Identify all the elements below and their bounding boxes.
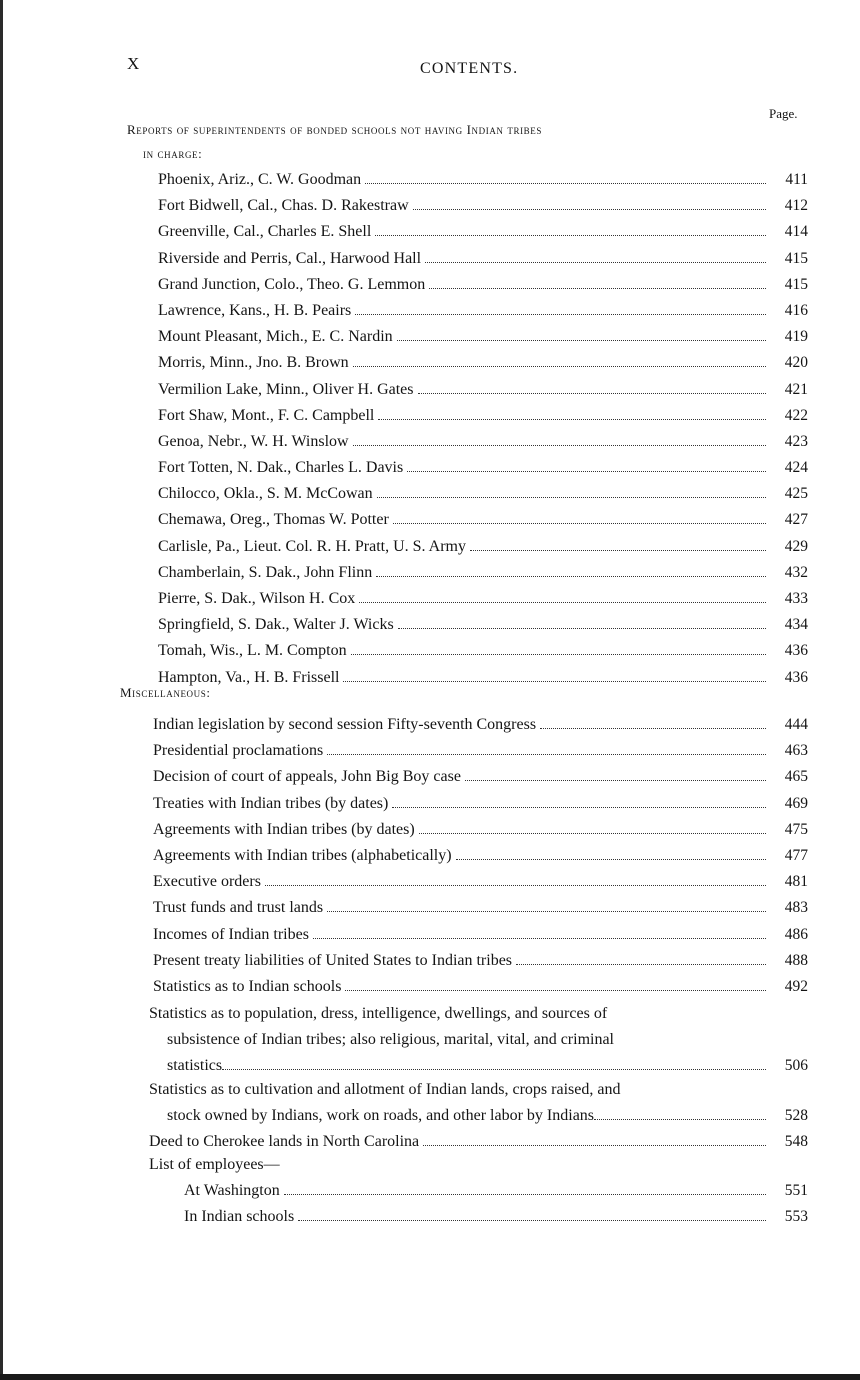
miscellaneous-list <box>153 712 808 1000</box>
page-number: 483 <box>784 899 808 917</box>
entry-title: Phoenix, Ariz., C. W. Goodman <box>158 171 362 188</box>
toc-entry <box>158 665 808 691</box>
toc-entry <box>158 429 808 455</box>
page-number: 548 <box>784 1133 808 1150</box>
page-number: 469 <box>784 794 808 812</box>
dot-leader <box>377 497 766 498</box>
entry-title: statistics <box>167 1057 223 1074</box>
entry-title: Chilocco, Okla., S. M. McCowan <box>158 485 373 503</box>
scan-bottom-edge <box>0 1374 860 1380</box>
entry-title: Tomah, Wis., L. M. Compton <box>158 642 347 660</box>
dot-leader <box>355 314 766 315</box>
entry-title: Springfield, S. Dak., Walter J. Wicks <box>158 616 394 634</box>
page-number: 414 <box>784 223 808 241</box>
page-number: 434 <box>784 616 808 634</box>
entry-title: Fort Shaw, Mont., F. C. Campbell <box>158 406 375 424</box>
dot-leader <box>376 576 766 577</box>
toc-entry <box>158 324 808 350</box>
dot-leader <box>353 366 766 367</box>
dot-leader <box>222 1069 766 1070</box>
scan-left-edge <box>0 0 3 1380</box>
toc-entry <box>153 764 808 790</box>
dot-leader <box>407 471 766 472</box>
toc-entry <box>153 843 808 869</box>
toc-entry <box>158 377 808 403</box>
toc-entry <box>158 455 808 481</box>
page-number: 420 <box>784 354 808 372</box>
entry-title: Presidential proclamations <box>153 742 324 760</box>
page-folio: X <box>127 54 141 73</box>
dot-leader <box>594 1119 766 1120</box>
toc-entry <box>158 272 808 298</box>
entry-last-line <box>149 1053 808 1079</box>
toc-entry <box>153 738 808 764</box>
entry-title: Chamberlain, S. Dak., John Flinn <box>158 563 373 581</box>
entry-title: Executive orders <box>153 873 261 891</box>
dot-leader <box>359 602 766 603</box>
toc-entry <box>158 298 808 324</box>
entry-title: Lawrence, Kans., H. B. Peairs <box>158 301 352 319</box>
toc-entry <box>153 712 808 738</box>
employees-list <box>184 1178 808 1230</box>
dot-leader <box>425 262 766 263</box>
entry-title: Hampton, Va., H. B. Frissell <box>158 668 340 686</box>
toc-entry <box>153 869 808 895</box>
entry-line: List of employees— <box>149 1156 280 1173</box>
page-number: 415 <box>784 249 808 267</box>
dot-leader <box>298 1220 766 1221</box>
dot-leader <box>343 681 766 682</box>
dot-leader <box>423 1145 766 1146</box>
dot-leader <box>398 628 766 629</box>
dot-leader <box>413 209 766 210</box>
dot-leader <box>393 523 766 524</box>
page-number: 432 <box>784 563 808 581</box>
page-number: 436 <box>784 668 808 686</box>
toc-entry <box>153 791 808 817</box>
dot-leader <box>365 183 766 184</box>
dot-leader <box>351 654 766 655</box>
entry-title: Morris, Minn., Jno. B. Brown <box>158 354 349 372</box>
dot-leader <box>327 754 766 755</box>
dot-leader <box>392 807 766 808</box>
dot-leader <box>313 938 766 939</box>
entry-title: At Washington <box>184 1182 280 1199</box>
toc-entry <box>158 481 808 507</box>
dot-leader <box>265 885 766 886</box>
page-number: 488 <box>784 951 808 969</box>
page-number: 415 <box>784 275 808 293</box>
page-number: 422 <box>784 406 808 424</box>
entry-line: subsistence of Indian tribes; also religious, marital, vital, and criminal <box>167 1031 614 1048</box>
entry-title: Chemawa, Oreg., Thomas W. Potter <box>158 511 389 529</box>
page-number: 506 <box>784 1057 808 1074</box>
toc-entry <box>184 1178 808 1204</box>
dot-leader <box>327 911 766 912</box>
toc-entry-population-statistics <box>149 1001 808 1079</box>
toc-entry <box>158 403 808 429</box>
entry-title: Greenville, Cal., Charles E. Shell <box>158 223 372 241</box>
toc-entry <box>153 948 808 974</box>
entry-title: Carlisle, Pa., Lieut. Col. R. H. Pratt, U. S. Army <box>158 537 466 555</box>
dot-leader <box>516 964 766 965</box>
toc-entry <box>184 1204 808 1230</box>
dot-leader <box>456 859 766 860</box>
dot-leader <box>540 728 766 729</box>
entry-last-line <box>149 1103 808 1129</box>
entry-line: Statistics as to population, dress, intelligence, dwellings, and sources of <box>149 1005 608 1022</box>
entry-title: Decision of court of appeals, John Big Boy case <box>153 768 461 786</box>
entry-title: Agreements with Indian tribes (by dates) <box>153 820 415 838</box>
toc-entry <box>153 922 808 948</box>
running-head-title: CONTENTS. <box>420 60 519 77</box>
entry-title: Incomes of Indian tribes <box>153 925 309 943</box>
toc-entry <box>158 612 808 638</box>
page-number: 419 <box>784 328 808 346</box>
section-heading-miscellaneous: Miscellaneous: <box>120 685 211 700</box>
page-number: 421 <box>784 380 808 398</box>
section-heading-line: in charge: <box>143 146 203 161</box>
dot-leader <box>470 550 766 551</box>
toc-entry <box>158 534 808 560</box>
page-number: 429 <box>784 537 808 555</box>
toc-entry <box>153 974 808 1000</box>
toc-entry <box>158 219 808 245</box>
page-number: 412 <box>784 197 808 215</box>
entry-title: Trust funds and trust lands <box>153 899 324 917</box>
toc-entry <box>158 638 808 664</box>
page-number: 425 <box>784 485 808 503</box>
page-number: 553 <box>784 1208 808 1226</box>
page-number: 528 <box>784 1107 808 1124</box>
dot-leader <box>284 1194 766 1195</box>
employees-heading <box>149 1152 280 1178</box>
entry-title: In Indian schools <box>184 1208 295 1226</box>
dot-leader <box>353 445 766 446</box>
entry-title: Vermilion Lake, Minn., Oliver H. Gates <box>158 380 414 398</box>
entry-title: Riverside and Perris, Cal., Harwood Hall <box>158 249 422 267</box>
entry-title: Mount Pleasant, Mich., E. C. Nardin <box>158 328 393 346</box>
dot-leader <box>375 235 766 236</box>
toc-entry <box>153 817 808 843</box>
page-number: 492 <box>784 977 808 995</box>
entry-title: Indian legislation by second session Fifty-seventh Congress <box>153 716 537 733</box>
toc-entry <box>158 193 808 219</box>
entry-title: stock owned by Indians, work on roads, and other labor by Indians <box>167 1107 595 1124</box>
page-number: 424 <box>784 459 808 477</box>
entry-line: Statistics as to cultivation and allotment of Indian lands, crops raised, and <box>149 1081 621 1098</box>
entry-title: Statistics as to Indian schools <box>153 977 342 995</box>
toc-entry <box>158 350 808 376</box>
section-heading-reports <box>127 118 767 166</box>
page-column-label: Page. <box>769 106 798 121</box>
page-number: 411 <box>785 171 808 188</box>
section-heading-line: Reports of superintendents of bonded schools not having Indian tribes <box>127 122 542 137</box>
reports-list <box>158 167 808 691</box>
page-number: 423 <box>784 432 808 450</box>
page-number: 465 <box>784 768 808 786</box>
page-number: 427 <box>784 511 808 529</box>
entry-title: Present treaty liabilities of United States to Indian tribes <box>153 951 513 969</box>
dot-leader <box>418 393 767 394</box>
page-number: 475 <box>784 820 808 838</box>
page-number: 481 <box>784 873 808 891</box>
toc-entry-cultivation-statistics <box>149 1077 808 1129</box>
toc-entry <box>158 167 808 193</box>
dot-leader <box>397 340 766 341</box>
dot-leader <box>378 419 766 420</box>
entry-title: Pierre, S. Dak., Wilson H. Cox <box>158 590 356 607</box>
page-number: 416 <box>784 301 808 319</box>
page-number: 551 <box>784 1182 808 1199</box>
entry-title: Fort Bidwell, Cal., Chas. D. Rakestraw <box>158 197 409 215</box>
dot-leader <box>465 780 766 781</box>
page-number: 444 <box>784 716 808 733</box>
entry-title: Deed to Cherokee lands in North Carolina <box>149 1133 420 1150</box>
entry-title: Grand Junction, Colo., Theo. G. Lemmon <box>158 275 426 293</box>
page-number: 436 <box>784 642 808 660</box>
page-number: 433 <box>784 590 808 607</box>
dot-leader <box>429 288 766 289</box>
page-number: 477 <box>784 846 808 864</box>
toc-entry <box>158 246 808 272</box>
toc-entry <box>153 895 808 921</box>
toc-entry <box>158 586 808 612</box>
dot-leader <box>345 990 766 991</box>
page-number: 463 <box>784 742 808 760</box>
entry-title: Fort Totten, N. Dak., Charles L. Davis <box>158 459 404 477</box>
dot-leader <box>419 833 766 834</box>
entry-title: Genoa, Nebr., W. H. Winslow <box>158 432 349 450</box>
page-number: 486 <box>784 925 808 943</box>
toc-entry <box>158 560 808 586</box>
entry-title: Treaties with Indian tribes (by dates) <box>153 794 389 812</box>
toc-entry <box>158 507 808 533</box>
entry-title: Agreements with Indian tribes (alphabetically) <box>153 846 452 864</box>
